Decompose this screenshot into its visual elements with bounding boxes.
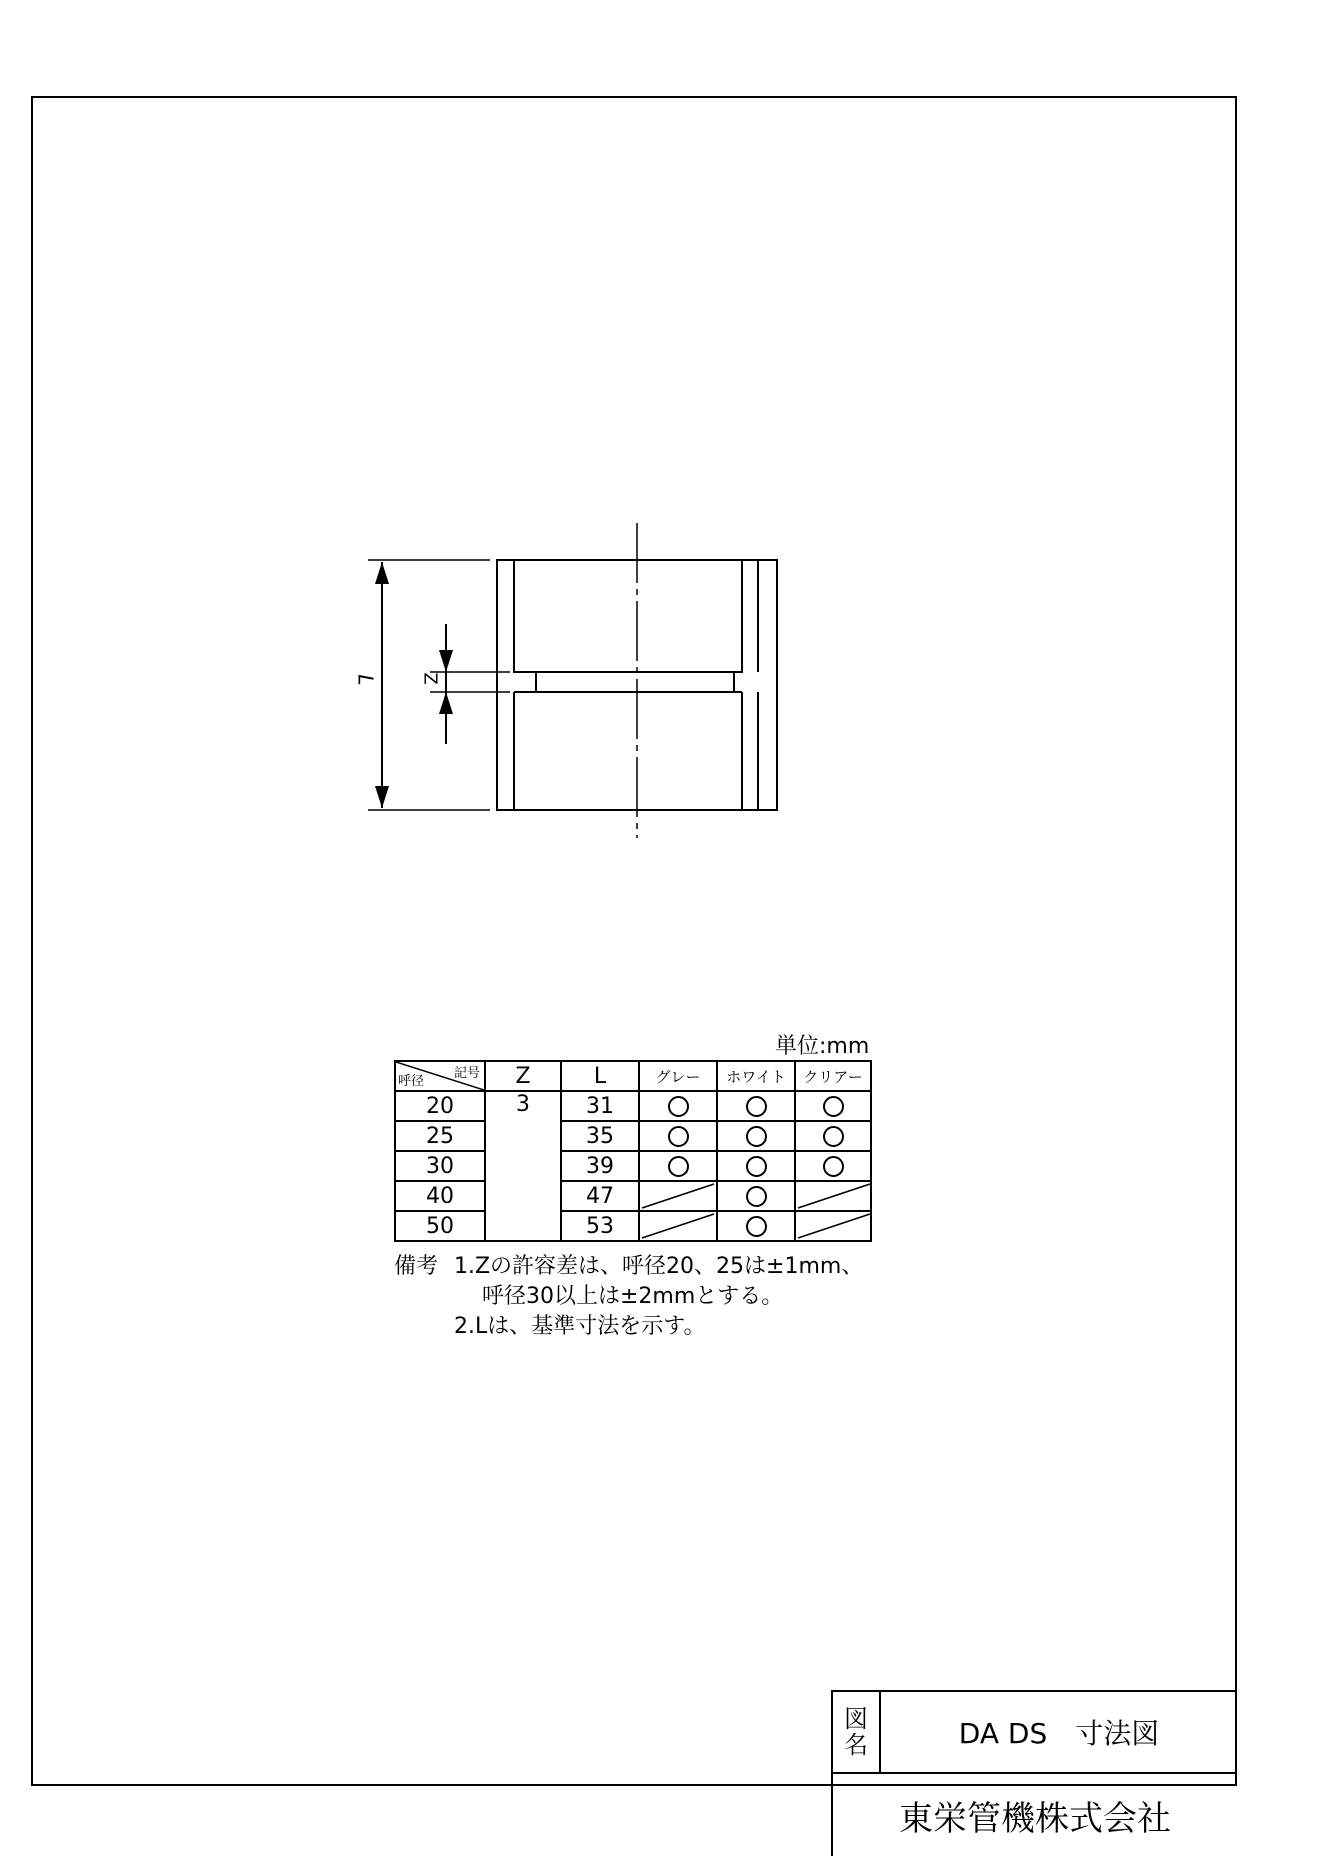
corner-header-symbol: 記号	[453, 1066, 480, 1081]
cell-clear	[795, 1181, 871, 1211]
available-circle-icon	[823, 1156, 844, 1177]
available-circle-icon	[823, 1096, 844, 1117]
unit-label: 単位:mm	[775, 1034, 870, 1059]
title-block	[831, 1690, 1237, 1856]
cell-gray	[639, 1091, 717, 1121]
cell-l: 39	[561, 1151, 639, 1181]
notes-label: 備考	[394, 1254, 439, 1279]
table-header-row	[395, 1061, 871, 1091]
company-name: 東栄管機株式会社	[831, 1772, 1237, 1856]
table-row	[395, 1181, 871, 1211]
available-circle-icon	[746, 1216, 767, 1237]
cell-size: 40	[395, 1181, 485, 1211]
cell-white	[717, 1181, 795, 1211]
note-1: 1.Zの許容差は、呼径20、25は±1mm、	[454, 1254, 864, 1279]
cell-white	[717, 1211, 795, 1241]
upper-socket	[514, 560, 742, 672]
available-circle-icon	[746, 1156, 767, 1177]
available-circle-icon	[746, 1186, 767, 1207]
cell-size: 50	[395, 1211, 485, 1241]
cell-size: 25	[395, 1121, 485, 1151]
not-available-slash-icon	[640, 1182, 716, 1210]
available-circle-icon	[823, 1126, 844, 1147]
available-circle-icon	[746, 1126, 767, 1147]
stop-ring	[514, 692, 742, 810]
not-available-slash-icon	[796, 1182, 872, 1210]
cell-white	[717, 1091, 795, 1121]
cell-clear	[795, 1091, 871, 1121]
note-1-continued: 呼径30以上は±2mmとする。	[482, 1284, 784, 1309]
dim-arrow-Z-bottom	[439, 692, 453, 714]
cell-l: 53	[561, 1211, 639, 1241]
available-circle-icon	[746, 1096, 767, 1117]
available-circle-icon	[668, 1096, 689, 1117]
drawing-name-label	[831, 1690, 881, 1772]
dim-arrow-Z-top	[439, 650, 453, 672]
header-z: Z	[485, 1061, 561, 1091]
header-white: ホワイト	[717, 1061, 795, 1091]
cell-l: 47	[561, 1181, 639, 1211]
header-clear: クリアー	[795, 1061, 871, 1091]
dim-arrow-L-bottom	[375, 786, 389, 808]
dim-label-L: L	[353, 674, 378, 686]
header-l: L	[561, 1061, 639, 1091]
not-available-slash-icon	[640, 1212, 716, 1240]
corner-header	[395, 1061, 485, 1091]
drawing-name-label-text: 図 名	[844, 1705, 868, 1759]
note-2: 2.Lは、基準寸法を示す。	[454, 1314, 706, 1339]
cell-white	[717, 1121, 795, 1151]
table-row	[395, 1091, 871, 1121]
cell-clear	[795, 1151, 871, 1181]
cell-size: 30	[395, 1151, 485, 1181]
cell-gray	[639, 1151, 717, 1181]
cell-l: 35	[561, 1121, 639, 1151]
cell-gray	[639, 1181, 717, 1211]
table-row	[395, 1121, 871, 1151]
cell-clear	[795, 1121, 871, 1151]
corner-header-size: 呼径	[398, 1074, 425, 1089]
header-gray: グレー	[639, 1061, 717, 1091]
table-row	[395, 1211, 871, 1241]
spec-table	[394, 1060, 872, 1242]
dim-label-Z: Z	[419, 672, 441, 685]
cell-gray	[639, 1121, 717, 1151]
table-row	[395, 1151, 871, 1181]
dim-arrow-L-top	[375, 562, 389, 584]
available-circle-icon	[668, 1126, 689, 1147]
cell-z: 3	[485, 1091, 561, 1241]
cell-clear	[795, 1211, 871, 1241]
drawing-name: DA DS 寸法図	[881, 1690, 1237, 1772]
not-available-slash-icon	[796, 1212, 872, 1240]
cell-size: 20	[395, 1091, 485, 1121]
cell-white	[717, 1151, 795, 1181]
cell-gray	[639, 1211, 717, 1241]
notes	[394, 1252, 864, 1342]
cell-l: 31	[561, 1091, 639, 1121]
available-circle-icon	[668, 1156, 689, 1177]
